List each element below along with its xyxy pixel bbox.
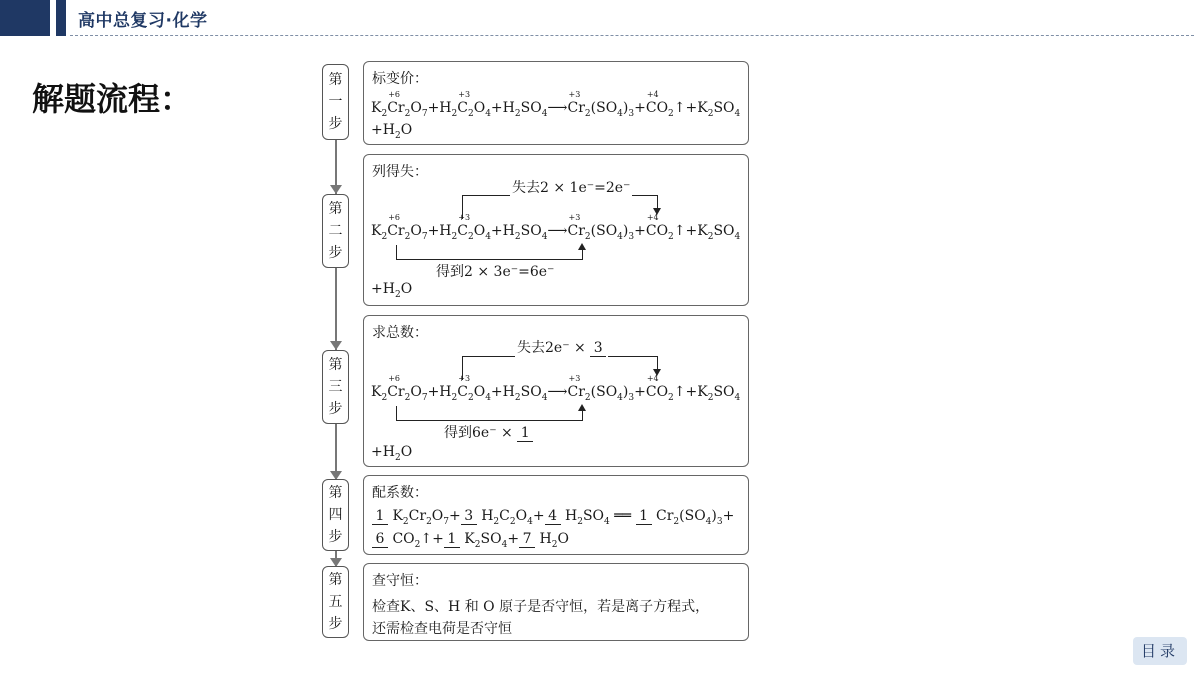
gain-line-right [582, 249, 583, 260]
flow-arrow-1 [330, 185, 342, 194]
step-label-3: 第 三 步 [322, 350, 349, 424]
step-label-5: 第 五 步 [322, 566, 349, 638]
step2-label: 列得失： [372, 164, 428, 180]
step1-label: 标变价： [372, 71, 428, 87]
step4-label: 配系数： [372, 485, 428, 501]
total-gain-line-left [396, 406, 397, 420]
step1-box [363, 61, 749, 145]
total-gain-line-right [582, 410, 583, 421]
step5-text-line1: 检查K、S、H 和 O 原子是否守恒，若是离子方程式， [372, 599, 710, 615]
table-of-contents-button[interactable]: 目录 [1133, 637, 1187, 665]
total-gain-line-bottom [396, 420, 582, 421]
step2-equation: $K_2$ +6 $Cr_2O_7+H_2$ +3 $C_2O_4+H_2SO_4⟶$ +3 $Cr_2(SO_4)_3+$ +4 $CO_2↑+K_2SO_4$ [371, 213, 741, 242]
header-accent-bar-small [56, 0, 66, 36]
total-gain-text: 得到6e⁻ × 1 [442, 422, 535, 442]
step3-equation-cont: $+H_2O$ [371, 444, 413, 463]
step3-box [363, 315, 749, 467]
balanced-equation-line2: 6 $CO_2↑+ 1$ $K_2SO_4+ 7$ $H_2O$ [372, 531, 569, 548]
gain-multiplier: 1 [517, 426, 533, 442]
header-divider [70, 35, 1194, 36]
step5-label: 查守恒： [372, 573, 428, 589]
gain-line-left [396, 245, 397, 259]
step2-box [363, 154, 749, 306]
gain-electrons-text: 得到2 × 3e⁻=6e⁻ [434, 261, 556, 281]
step3-label: 求总数： [372, 325, 428, 341]
step-label-2: 第 二 步 [322, 194, 349, 268]
total-gain-arrowhead [578, 404, 586, 411]
gain-arrowhead [578, 243, 586, 250]
step-label-1: 第 一 步 [322, 64, 349, 140]
step2-equation-cont: $+H_2O$ [371, 281, 413, 300]
step3-equation: $K_2$ +6 $Cr_2O_7+H_2$ +3 $C_2O_4+H_2SO_4⟶$ +3 $Cr_2(SO_4)_3+$ +4 $CO_2↑+K_2SO_4$ [371, 374, 741, 403]
header-accent-bar [0, 0, 50, 36]
balanced-equation-line1: 1 $K_2Cr_2O_7+ 3$ $H_2C_2O_4+ 4$ $H_2SO_4$ ══ 1 $Cr_2(SO_4)_3+$ [372, 508, 734, 525]
step1-equation-cont: $+H_2O$ [371, 122, 413, 141]
step5-box [363, 563, 749, 641]
lose-multiplier: 3 [590, 341, 606, 357]
course-title: 高中总复习·化学 [78, 11, 208, 31]
lose-electrons-text: 失去2 × 1e⁻=2e⁻ [510, 177, 632, 197]
step-label-4: 第 四 步 [322, 479, 349, 551]
gain-line-bottom [396, 259, 582, 260]
flow-arrow-2 [330, 341, 342, 350]
step4-box [363, 475, 749, 555]
total-lose-text: 失去2e⁻ × 3 [515, 337, 608, 357]
section-title: 解题流程： [32, 80, 193, 118]
step5-text-line2: 还需检查电荷是否守恒 [372, 621, 512, 637]
step1-equation: $K_2$ +6 $Cr_2O_7+H_2$ +3 $C_2O_4+H_2SO_4⟶$ +3 $Cr_2(SO_4)_3+$ +4 $CO_2↑+K_2SO_4$ [371, 90, 741, 119]
